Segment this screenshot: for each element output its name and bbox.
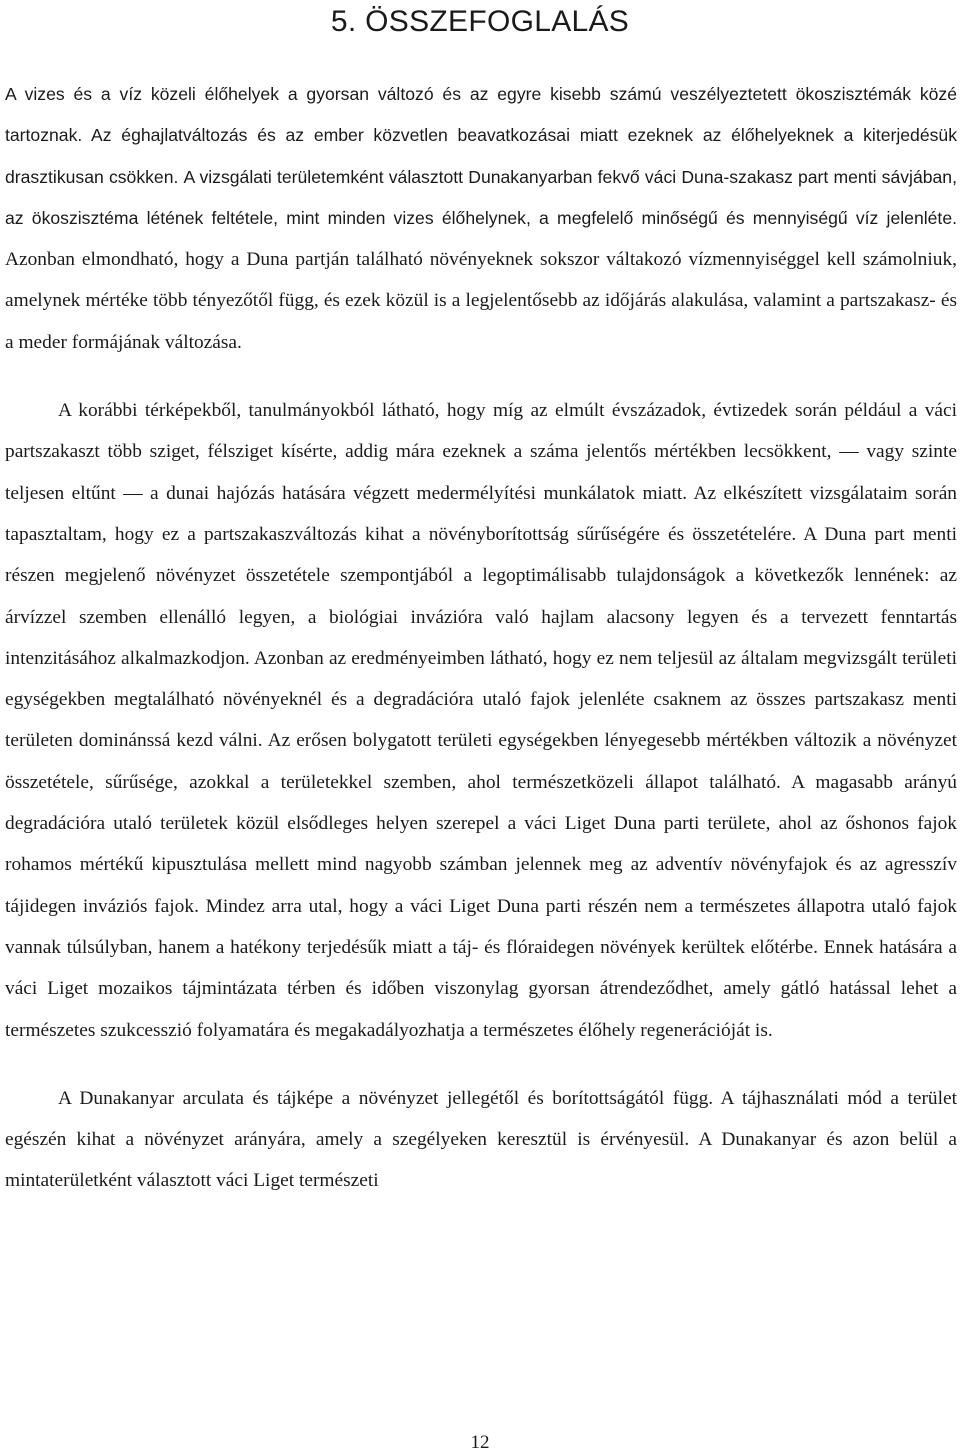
paragraph-1 — [5, 74, 957, 363]
page-number: 12 — [470, 1432, 490, 1453]
paragraph-1-sentence-3: Azonban elmondható, hogy a Duna partján található növényeknek sokszor váltakozó vízmennyiséggel kell számolniuk, amelynek mértéke több tényezőtől függ, és ezek közül is a legjelentősebb az időjárás alakulása, valamint a partszakasz- és a meder formájának változása. — [5, 249, 957, 353]
paragraph-3 — [5, 1078, 957, 1202]
document-body — [5, 74, 957, 1202]
paragraph-1-sentence-1: A vizes és a víz közeli élőhelyek a gyorsan változó és az egyre kisebb számú veszélyeztetett ökoszisztémák közé tartoznak. Az éghajlatváltozás és az ember közvetlen beavatkozásai miatt ezeknek az élőhelyeknek a kiterjedésük drasztikusan csökken. — [5, 84, 957, 187]
page-title: 5. ÖSSZEFOGLALÁS — [330, 5, 630, 38]
paragraph-3-text: A Dunakanyar arculata és tájképe a növényzet jellegétől és borítottságától függ. A tájhasználati mód a terület egészén kihat a növényzet arányára, amely a szegélyeken keresztül is érvényesül. A Dunakanyar és azon belül a mintaterületként választott váci Liget természeti — [5, 1087, 957, 1192]
paragraph-2-text: A korábbi térképekből, tanulmányokból látható, hogy míg az elmúlt évszázadok, évtizedek során például a váci partszakaszt több sziget, félsziget kísérte, addig mára ezeknek a száma jelentős mértékben lecsökkent, — vagy szinte teljesen eltűnt — a dunai hajózás hatására végzett medermélyítési munkálatok miatt. Az elkészített vizsgálataim során tapasztaltam, hogy ez a partszakaszváltozás kihat a növényborítottság sűrűségére és összetételére. A Duna part menti részen megjelenő növényzet összetétele szempontjából a legoptimálisabb tulajdonságok a következők lennének: az árvízzel szemben ellenálló legyen, a biológiai invázióra való hajlam alacsony legyen és a tervezett fenntartás intenzitásához alkalmazkodjon. Azonban az eredményeimben látható, hogy ez nem teljesül az általam megvizsgált területi egységekben megtalálható növényeknél és a degradációra utaló fajok jelenléte csaknem az összes partszakasz menti területen dominánssá kezd válni. Az erősen bolygatott területi egységekben lényegesebb mértékben változik a növényzet összetétele, sűrűsége, azokkal a területekkel szemben, ahol természetközeli állapot található. A magasabb arányú degradációra utaló területek közül elsődleges helyen szerepel a váci Liget Duna parti területe, ahol az őshonos fajok rohamos mértékű kipusztulása mellett mind nagyobb számban jelennek meg az adventív növényfajok és az agresszív tájidegen inváziós fajok. Mindez arra utal, hogy a váci Liget Duna parti részén nem a természetes állapotra utaló fajok vannak túlsúlyban, hanem a hatékony terjedésűk miatt a táj- és flóraidegen növények kerültek előtérbe. Ennek hatására a váci Liget mozaikos tájmintázata térben és időben viszonylag gyorsan átrendeződhet, amely gátló hatással lehet a természetes szukcesszió folyamatára és megakadályozhatja a természetes élőhely regenerációját is. — [5, 400, 957, 1041]
paragraph-2 — [5, 390, 957, 1051]
paragraph-1-sentence-2: A vizsgálati területemként választott Dunakanyarban fekvő váci Duna-szakasz part menti sávjában, az ökoszisztéma létének feltétele, mint minden vizes élőhelynek, a megfelelő minőségű és mennyiségű víz jelenléte. — [5, 166, 957, 228]
